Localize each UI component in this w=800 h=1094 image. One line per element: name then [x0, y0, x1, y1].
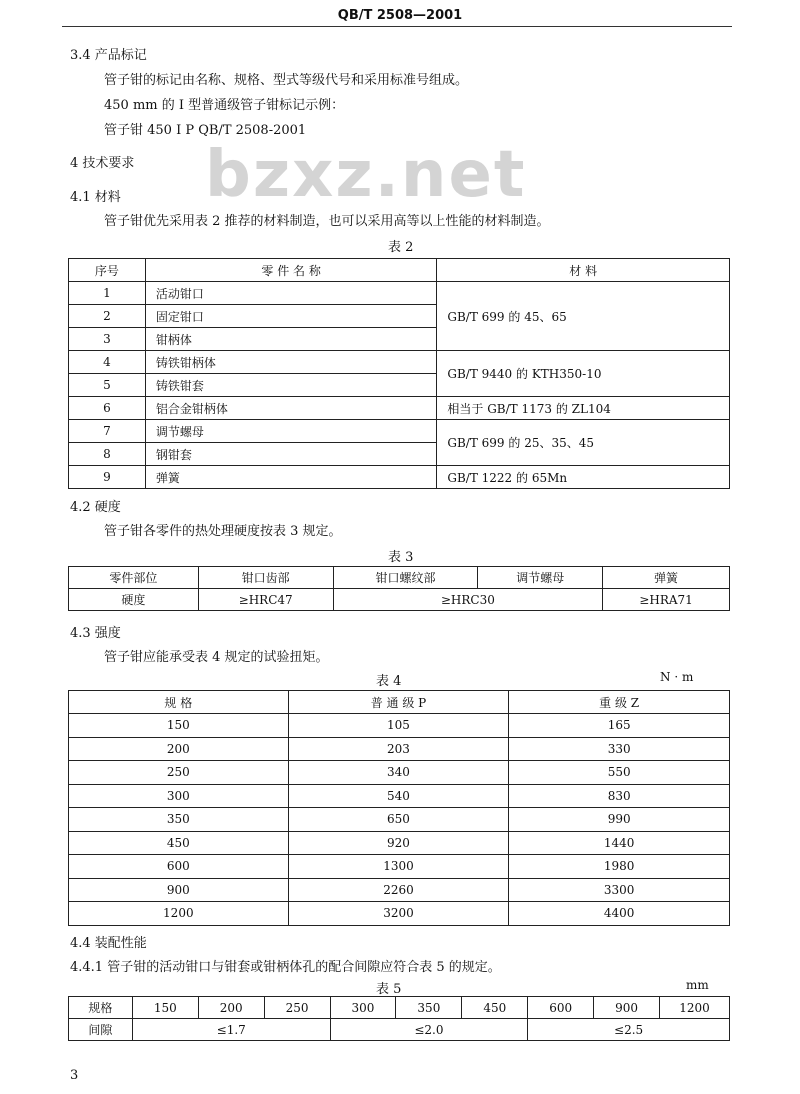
table-row	[69, 784, 730, 808]
table-2-row-no: 2	[69, 305, 146, 328]
table-5-spec: 250	[264, 997, 330, 1019]
section-4-2-para: 管子钳各零件的热处理硬度按表 3 规定。	[104, 524, 342, 539]
table-4-header-heavy: 重 级 Z	[509, 691, 730, 714]
section-3-4-example: 管子钳 450 I P QB/T 2508-2001	[104, 123, 307, 138]
table-4-cell: 3300	[509, 878, 730, 902]
table-4-cell: 300	[69, 784, 289, 808]
table-4-cell: 150	[69, 714, 289, 738]
table-5-gap: ≤2.0	[330, 1019, 528, 1041]
table-5-spec: 1200	[660, 997, 730, 1019]
table-2-row-name: 铝合金钳柄体	[145, 397, 437, 420]
table-4-cell: 1440	[509, 831, 730, 855]
table-3-header-jaw-thread: 钳口螺纹部	[333, 567, 478, 589]
header-rule	[62, 26, 732, 27]
table-4-cell: 250	[69, 761, 289, 785]
table-row	[69, 808, 730, 832]
table-5-gap: ≤2.5	[528, 1019, 730, 1041]
table-2-row-name: 固定钳口	[145, 305, 437, 328]
table-row	[69, 855, 730, 879]
table-3-caption: 表 3	[388, 550, 414, 565]
table-row	[69, 878, 730, 902]
table-4-cell: 3200	[288, 902, 509, 926]
table-5-gap: ≤1.7	[132, 1019, 330, 1041]
table-2-row-name: 铸铁钳柄体	[145, 351, 437, 374]
table-5-spec: 450	[462, 997, 528, 1019]
table-5-spec: 200	[198, 997, 264, 1019]
section-4-3-para: 管子钳应能承受表 4 规定的试验扭矩。	[104, 650, 329, 665]
table-3-row-label: 硬度	[69, 589, 199, 611]
table-4-cell: 350	[69, 808, 289, 832]
table-2-row-name: 弹簧	[145, 466, 437, 489]
table-5-caption: 表 5	[376, 982, 402, 997]
table-3-header-spring: 弹簧	[603, 567, 730, 589]
table-4-cell: 105	[288, 714, 509, 738]
table-2-row-name: 调节螺母	[145, 420, 437, 443]
table-4	[68, 690, 730, 926]
standard-code-header: QB/T 2508—2001	[337, 8, 463, 23]
section-3-4-heading: 3.4 产品标记	[70, 48, 147, 63]
section-4-2-heading: 4.2 硬度	[70, 500, 121, 515]
table-3-value: ≥HRC47	[198, 589, 333, 611]
table-4-unit: N · m	[660, 670, 694, 684]
table-2-material: GB/T 699 的 25、35、45	[437, 420, 730, 466]
table-5-spec: 150	[132, 997, 198, 1019]
table-2-row-name: 钢钳套	[145, 443, 437, 466]
table-2	[68, 258, 730, 489]
page-number: 3	[70, 1068, 79, 1083]
table-3-header-nut: 调节螺母	[478, 567, 603, 589]
table-4-cell: 900	[69, 878, 289, 902]
table-4-cell: 200	[69, 737, 289, 761]
table-5-spec: 300	[330, 997, 396, 1019]
table-5-label-gap: 间隙	[69, 1019, 133, 1041]
table-2-row-no: 9	[69, 466, 146, 489]
table-2-row-name: 活动钳口	[145, 282, 437, 305]
table-4-cell: 4400	[509, 902, 730, 926]
table-4-cell: 1980	[509, 855, 730, 879]
table-row	[69, 737, 730, 761]
table-5-spec: 900	[594, 997, 660, 1019]
table-4-cell: 920	[288, 831, 509, 855]
table-3-header-jaw-teeth: 钳口齿部	[198, 567, 333, 589]
section-4-1-heading: 4.1 材料	[70, 190, 121, 205]
table-2-row-no: 1	[69, 282, 146, 305]
table-4-cell: 340	[288, 761, 509, 785]
table-4-header-spec: 规 格	[69, 691, 289, 714]
table-3-value: ≥HRC30	[333, 589, 603, 611]
table-2-caption: 表 2	[388, 240, 414, 255]
table-5-spec: 350	[396, 997, 462, 1019]
table-2-row-no: 3	[69, 328, 146, 351]
table-4-cell: 650	[288, 808, 509, 832]
section-4-4-heading: 4.4 装配性能	[70, 936, 147, 951]
table-row	[69, 902, 730, 926]
watermark: bzxz.net	[205, 138, 527, 212]
table-4-cell: 1300	[288, 855, 509, 879]
table-4-cell: 2260	[288, 878, 509, 902]
section-4-1-para: 管子钳优先采用表 2 推荐的材料制造，也可以采用高等以上性能的材料制造。	[104, 214, 550, 229]
table-4-cell: 540	[288, 784, 509, 808]
table-3	[68, 566, 730, 611]
table-4-cell: 990	[509, 808, 730, 832]
table-2-header-no: 序号	[69, 259, 146, 282]
table-2-row-no: 7	[69, 420, 146, 443]
table-2-material: 相当于 GB/T 1173 的 ZL104	[437, 397, 730, 420]
section-4-4-1-para: 4.4.1 管子钳的活动钳口与钳套或钳柄体孔的配合间隙应符合表 5 的规定。	[70, 960, 501, 975]
table-2-material: GB/T 1222 的 65Mn	[437, 466, 730, 489]
table-row	[69, 714, 730, 738]
table-3-header-part: 零件部位	[69, 567, 199, 589]
table-2-header-material: 材 料	[437, 259, 730, 282]
table-2-row-no: 8	[69, 443, 146, 466]
table-4-caption: 表 4	[376, 674, 402, 689]
table-row	[69, 761, 730, 785]
table-5-label-spec: 规格	[69, 997, 133, 1019]
table-4-cell: 600	[69, 855, 289, 879]
table-4-cell: 830	[509, 784, 730, 808]
section-3-4-para-1: 管子钳的标记由名称、规格、型式等级代号和采用标准号组成。	[104, 73, 469, 88]
table-5	[68, 996, 730, 1041]
table-4-cell: 450	[69, 831, 289, 855]
table-4-cell: 330	[509, 737, 730, 761]
table-2-header-name: 零 件 名 称	[145, 259, 437, 282]
table-2-row-name: 钳柄体	[145, 328, 437, 351]
table-4-cell: 550	[509, 761, 730, 785]
table-2-material: GB/T 9440 的 KTH350-10	[437, 351, 730, 397]
table-2-row-name: 铸铁钳套	[145, 374, 437, 397]
table-4-cell: 1200	[69, 902, 289, 926]
table-5-spec: 600	[528, 997, 594, 1019]
table-4-cell: 165	[509, 714, 730, 738]
table-2-row-no: 6	[69, 397, 146, 420]
table-2-material: GB/T 699 的 45、65	[437, 282, 730, 351]
table-2-row-no: 5	[69, 374, 146, 397]
table-4-cell: 203	[288, 737, 509, 761]
section-3-4-para-2: 450 mm 的 I 型普通级管子钳标记示例：	[104, 98, 345, 113]
table-5-unit: mm	[686, 978, 709, 992]
table-row	[69, 831, 730, 855]
section-4-3-heading: 4.3 强度	[70, 626, 121, 641]
table-4-header-normal: 普 通 级 P	[288, 691, 509, 714]
section-4-heading: 4 技术要求	[70, 156, 135, 171]
table-2-row-no: 4	[69, 351, 146, 374]
table-3-value: ≥HRA71	[603, 589, 730, 611]
